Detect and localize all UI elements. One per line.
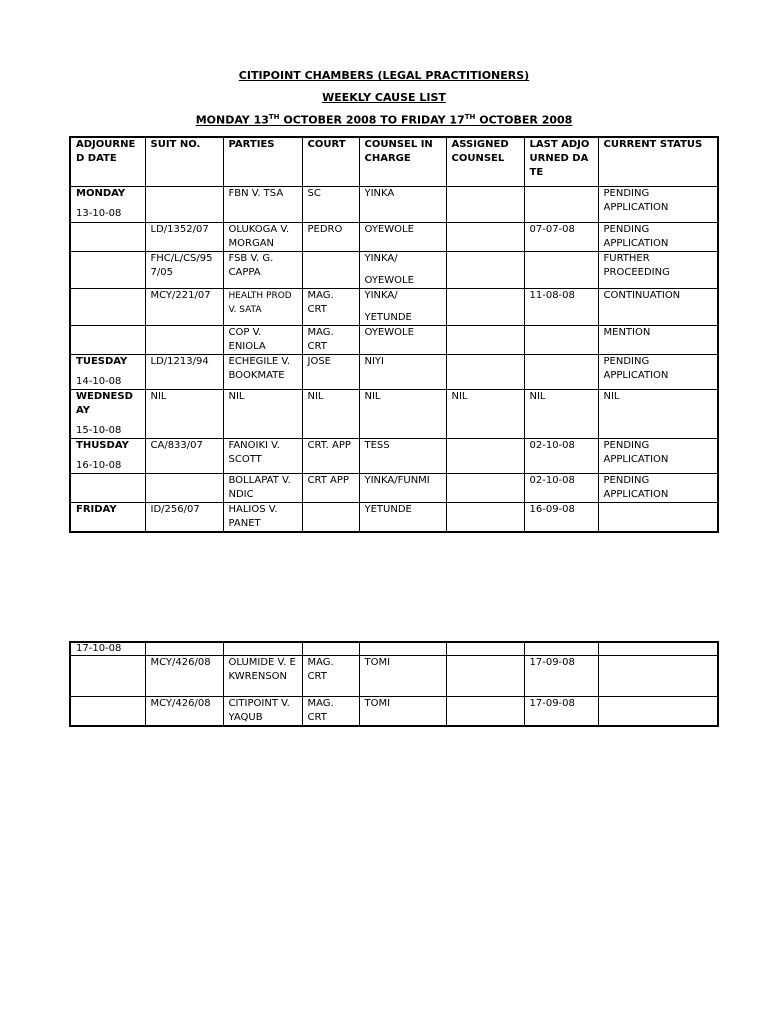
- date-cell: THUSDAY 16-10-08: [70, 438, 145, 473]
- table-row: [70, 502, 718, 532]
- counsel-cell: [359, 642, 446, 656]
- assigned-cell: [446, 251, 524, 288]
- counsel-cell: TOMI: [359, 656, 446, 697]
- table-row: [70, 325, 718, 354]
- assigned-cell: [446, 186, 524, 222]
- counsel-cell: YINKA/ OYEWOLE: [359, 251, 446, 288]
- date-cell: MONDAY 13-10-08: [70, 186, 145, 222]
- status-cell: FURTHER PROCEEDING: [598, 251, 718, 288]
- col-header-suit: SUIT NO.: [145, 137, 223, 186]
- last-date-cell: [524, 186, 598, 222]
- counsel-cell: OYEWOLE: [359, 325, 446, 354]
- suit-cell: [145, 473, 223, 502]
- col-header-last-date: LAST ADJOURNED DATE: [524, 137, 598, 186]
- parties-cell: COP V. ENIOLA: [223, 325, 302, 354]
- assigned-cell: [446, 222, 524, 251]
- last-date-cell: NIL: [524, 389, 598, 438]
- col-header-parties: PARTIES: [223, 137, 302, 186]
- date-cell: WEDNESDAY 15-10-08: [70, 389, 145, 438]
- assigned-cell: [446, 642, 524, 656]
- suit-cell: [145, 186, 223, 222]
- parties-cell: [223, 642, 302, 656]
- parties-cell: CITIPOINT V. YAQUB: [223, 697, 302, 727]
- table-row: [70, 473, 718, 502]
- court-cell: CRT APP: [302, 473, 359, 502]
- last-date-cell: [524, 354, 598, 389]
- last-date-cell: 17-09-08: [524, 656, 598, 697]
- court-cell: MAG. CRT: [302, 697, 359, 727]
- court-cell: [302, 502, 359, 532]
- court-cell: [302, 251, 359, 288]
- court-cell: MAG. CRT: [302, 288, 359, 325]
- last-date-cell: 02-10-08: [524, 473, 598, 502]
- court-cell: NIL: [302, 389, 359, 438]
- last-date-cell: 07-07-08: [524, 222, 598, 251]
- last-date-cell: 11-08-08: [524, 288, 598, 325]
- table-row: [70, 288, 718, 325]
- assigned-cell: NIL: [446, 389, 524, 438]
- col-header-counsel: COUNSEL IN CHARGE: [359, 137, 446, 186]
- court-cell: [302, 642, 359, 656]
- suit-cell: LD/1213/94: [145, 354, 223, 389]
- date-cell: [70, 697, 145, 727]
- date-cell: TUESDAY 14-10-08: [70, 354, 145, 389]
- court-cell: MAG. CRT: [302, 325, 359, 354]
- counsel-cell: YETUNDE: [359, 502, 446, 532]
- court-cell: CRT. APP: [302, 438, 359, 473]
- table-row: [70, 354, 718, 389]
- counsel-cell: TOMI: [359, 697, 446, 727]
- suit-cell: FHC/L/CS/957/05: [145, 251, 223, 288]
- assigned-cell: [446, 438, 524, 473]
- parties-cell: FSB V. G. CAPPA: [223, 251, 302, 288]
- last-date-cell: 02-10-08: [524, 438, 598, 473]
- parties-cell: BOLLAPAT V. NDIC: [223, 473, 302, 502]
- court-cell: PEDRO: [302, 222, 359, 251]
- assigned-cell: [446, 656, 524, 697]
- last-date-cell: [524, 251, 598, 288]
- assigned-cell: [446, 325, 524, 354]
- status-cell: [598, 502, 718, 532]
- suit-cell: CA/833/07: [145, 438, 223, 473]
- last-date-cell: 16-09-08: [524, 502, 598, 532]
- table-row: [70, 389, 718, 438]
- suit-cell: ID/256/07: [145, 502, 223, 532]
- table-row: [70, 438, 718, 473]
- suit-cell: MCY/426/08: [145, 656, 223, 697]
- last-date-cell: [524, 642, 598, 656]
- assigned-cell: [446, 288, 524, 325]
- col-header-assigned: ASSIGNED COUNSEL: [446, 137, 524, 186]
- last-date-cell: [524, 325, 598, 354]
- col-header-date: ADJOURNED DATE: [70, 137, 145, 186]
- col-header-court: COURT: [302, 137, 359, 186]
- date-cell: 17-10-08: [70, 642, 145, 656]
- status-cell: [598, 642, 718, 656]
- status-cell: MENTION: [598, 325, 718, 354]
- table-row: [70, 642, 718, 656]
- suit-cell: LD/1352/07: [145, 222, 223, 251]
- date-cell: FRIDAY: [70, 502, 145, 532]
- counsel-cell: YINKA/FUNMI: [359, 473, 446, 502]
- list-title: WEEKLY CAUSE LIST: [322, 91, 446, 104]
- suit-cell: NIL: [145, 389, 223, 438]
- parties-cell: NIL: [223, 389, 302, 438]
- assigned-cell: [446, 502, 524, 532]
- counsel-cell: YINKA/ YETUNDE: [359, 288, 446, 325]
- parties-cell: HEALTH PROD V. SATA: [223, 288, 302, 325]
- date-cell: [70, 325, 145, 354]
- counsel-cell: TESS: [359, 438, 446, 473]
- table-row: [70, 222, 718, 251]
- cause-list-table-continued: [69, 641, 719, 727]
- table-row: [70, 186, 718, 222]
- parties-cell: FANOIKI V. SCOTT: [223, 438, 302, 473]
- date-cell: [70, 473, 145, 502]
- parties-cell: HALIOS V. PANET: [223, 502, 302, 532]
- status-cell: [598, 697, 718, 727]
- status-cell: PENDING APPLICATION: [598, 222, 718, 251]
- date-cell: [70, 251, 145, 288]
- date-cell: [70, 288, 145, 325]
- court-cell: JOSE: [302, 354, 359, 389]
- counsel-cell: NIYI: [359, 354, 446, 389]
- header-row: [70, 137, 718, 186]
- status-cell: NIL: [598, 389, 718, 438]
- suit-cell: MCY/221/07: [145, 288, 223, 325]
- status-cell: PENDING APPLICATION: [598, 438, 718, 473]
- col-header-status: CURRENT STATUS: [598, 137, 718, 186]
- suit-cell: [145, 325, 223, 354]
- assigned-cell: [446, 697, 524, 727]
- assigned-cell: [446, 354, 524, 389]
- parties-cell: OLUMIDE V. EKWRENSON: [223, 656, 302, 697]
- parties-cell: FBN V. TSA: [223, 186, 302, 222]
- firm-title: CITIPOINT CHAMBERS (LEGAL PRACTITIONERS): [238, 69, 530, 82]
- status-cell: CONTINUATION: [598, 288, 718, 325]
- date-cell: [70, 222, 145, 251]
- parties-cell: ECHEGILE V. BOOKMATE: [223, 354, 302, 389]
- status-cell: PENDING APPLICATION: [598, 186, 718, 222]
- counsel-cell: OYEWOLE: [359, 222, 446, 251]
- status-cell: PENDING APPLICATION: [598, 354, 718, 389]
- parties-cell: OLUKOGA V. MORGAN: [223, 222, 302, 251]
- court-cell: SC: [302, 186, 359, 222]
- counsel-cell: YINKA: [359, 186, 446, 222]
- status-cell: PENDING APPLICATION: [598, 473, 718, 502]
- status-cell: [598, 656, 718, 697]
- suit-cell: MCY/426/08: [145, 697, 223, 727]
- suit-cell: [145, 642, 223, 656]
- cause-list-table: [69, 136, 719, 533]
- last-date-cell: 17-09-08: [524, 697, 598, 727]
- assigned-cell: [446, 473, 524, 502]
- counsel-cell: NIL: [359, 389, 446, 438]
- table-row: [70, 251, 718, 288]
- date-cell: [70, 656, 145, 697]
- table-row: [70, 697, 718, 727]
- table-row: [70, 656, 718, 697]
- court-cell: MAG. CRT: [302, 656, 359, 697]
- date-range: MONDAY 13TH OCTOBER 2008 TO FRIDAY 17TH OCTOBER 2008: [195, 113, 573, 127]
